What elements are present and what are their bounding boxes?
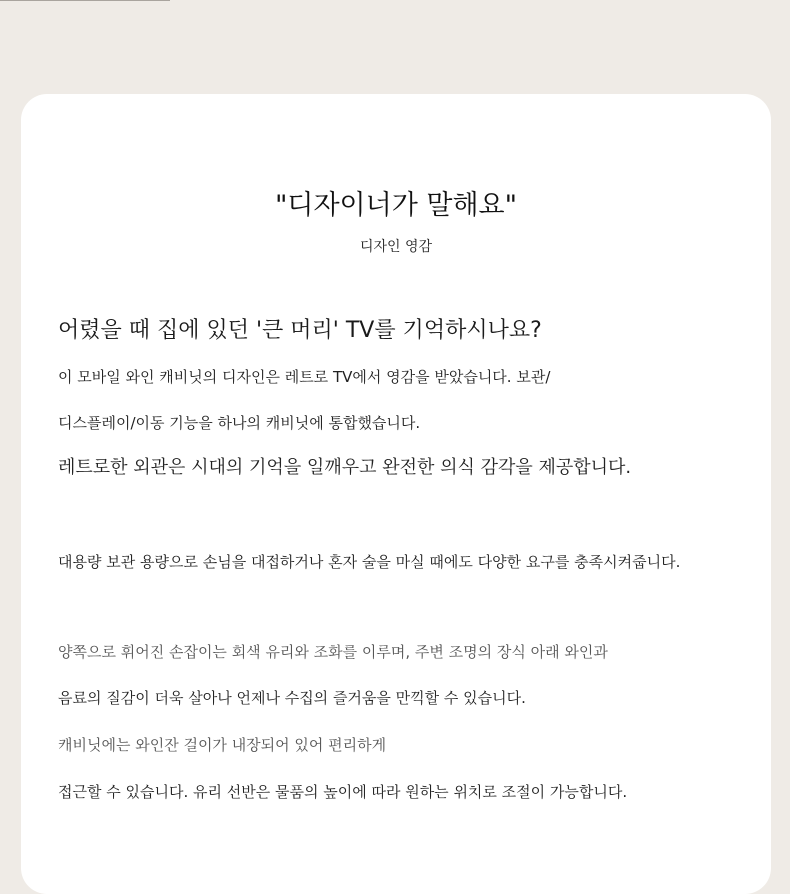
top-divider [0, 0, 170, 1]
section-heading: 어렸을 때 집에 있던 '큰 머리' TV를 기억하시나요? [58, 318, 542, 343]
paragraph-line: 음료의 질감이 더욱 살아나 언제나 수집의 즐거움을 만끽할 수 있습니다. [58, 689, 526, 707]
paragraph-line: 양쪽으로 휘어진 손잡이는 회색 유리와 조화를 이루며, 주변 조명의 장식 아래 와인과 [58, 643, 608, 661]
paragraph-line: 접근할 수 있습니다. 유리 선반은 물품의 높이에 따라 원하는 위치로 조절이 가능합니다. [58, 783, 628, 801]
paragraph-line: 디스플레이/이동 기능을 하나의 캐비닛에 통합했습니다. [58, 414, 421, 432]
paragraph-line: 대용량 보관 용량으로 손님을 대접하거나 혼자 술을 마실 때에도 다양한 요구를 충족시켜줍니다. [58, 553, 681, 571]
design-inspiration-card [21, 94, 771, 894]
card-title: "디자이너가 말해요" [274, 190, 518, 221]
paragraph-line: 이 모바일 와인 캐비닛의 디자인은 레트로 TV에서 영감을 받았습니다. 보관/ [58, 368, 551, 386]
paragraph-line: 캐비닛에는 와인잔 걸이가 내장되어 있어 편리하게 [58, 736, 387, 754]
paragraph-line: 레트로한 외관은 시대의 기억을 일깨우고 완전한 의식 감각을 제공합니다. [58, 457, 632, 478]
card-subtitle: 디자인 영감 [359, 239, 433, 255]
